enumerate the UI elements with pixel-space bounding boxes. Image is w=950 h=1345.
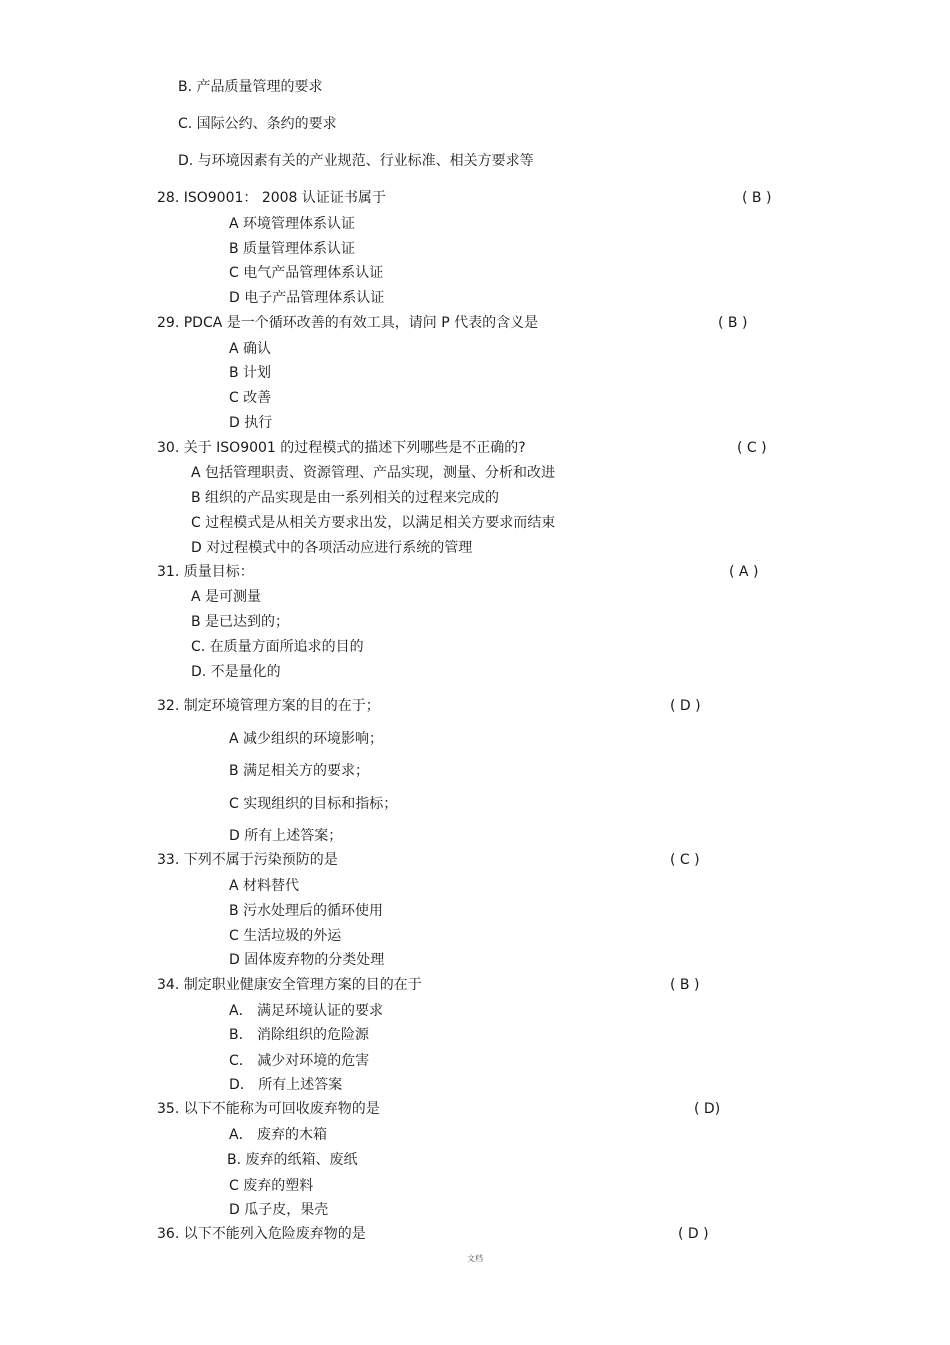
q32-option-a: A 减少组织的环境影响； xyxy=(229,731,384,747)
question-32: 32. 制定环境管理方案的目的在于； xyxy=(157,698,380,714)
q35-option-c: C 废弃的塑料 xyxy=(229,1178,314,1194)
q33-option-c: C 生活垃圾的外运 xyxy=(229,928,342,944)
q35-option-a: A． 废弃的木箱 xyxy=(229,1127,328,1143)
option-d-prev: D. 与环境因素有关的产业规范、行业标准、相关方要求等 xyxy=(178,153,534,169)
q31-option-b: B 是已达到的； xyxy=(191,614,290,630)
question-28: 28. ISO9001： 2008 认证证书属于 xyxy=(157,190,386,206)
q33-option-d: D 固体废弃物的分类处理 xyxy=(229,952,385,968)
q31-option-c: C. 在质量方面所追求的目的 xyxy=(191,639,364,655)
answer-32: ( D ) xyxy=(670,698,701,714)
answer-34: ( B ) xyxy=(670,977,700,993)
q28-option-d: D 电子产品管理体系认证 xyxy=(229,290,385,306)
q35-option-d: D 瓜子皮，果壳 xyxy=(229,1202,329,1218)
q28-option-c: C 电气产品管理体系认证 xyxy=(229,265,384,281)
q34-option-d: D． 所有上述答案 xyxy=(229,1077,343,1093)
answer-33: ( C ) xyxy=(670,852,700,868)
q28-option-b: B 质量管理体系认证 xyxy=(229,241,356,257)
q30-option-d: D 对过程模式中的各项活动应进行系统的管理 xyxy=(191,540,473,556)
q31-option-a: A 是可测量 xyxy=(191,589,262,605)
answer-28: ( B ) xyxy=(742,190,772,206)
q29-option-d: D 执行 xyxy=(229,415,273,431)
q34-option-a: A． 满足环境认证的要求 xyxy=(229,1003,384,1019)
q29-option-a: A 确认 xyxy=(229,341,272,357)
q31-option-d: D. 不是量化的 xyxy=(191,664,281,680)
question-33: 33. 下列不属于污染预防的是 xyxy=(157,852,338,868)
question-36: 36. 以下不能列入危险废弃物的是 xyxy=(157,1226,366,1242)
q30-option-a: A 包括管理职责、资源管理、产品实现，测量、分析和改进 xyxy=(191,465,556,481)
q32-option-c: C 实现组织的目标和指标； xyxy=(229,796,398,812)
q33-option-b: B 污水处理后的循环使用 xyxy=(229,903,384,919)
q34-option-b: B． 消除组织的危险源 xyxy=(229,1027,370,1043)
q35-option-b: B. 废弃的纸箱、废纸 xyxy=(227,1152,358,1168)
q34-option-c: C． 减少对环境的危害 xyxy=(229,1053,370,1069)
q32-option-b: B 满足相关方的要求； xyxy=(229,763,370,779)
q33-option-a: A 材料替代 xyxy=(229,878,300,894)
q32-option-d: D 所有上述答案； xyxy=(229,828,343,844)
answer-36: ( D ) xyxy=(678,1226,709,1242)
answer-35: ( D) xyxy=(694,1101,721,1117)
q29-option-b: B 计划 xyxy=(229,365,272,381)
q28-option-a: A 环境管理体系认证 xyxy=(229,216,356,232)
question-35: 35. 以下不能称为可回收废弃物的是 xyxy=(157,1101,380,1117)
answer-30: ( C ) xyxy=(737,440,767,456)
answer-31: ( A ) xyxy=(729,564,759,580)
option-c-prev: C. 国际公约、条约的要求 xyxy=(178,116,337,132)
option-b-prev: B. 产品质量管理的要求 xyxy=(178,79,323,95)
page-footer: 文档 xyxy=(467,1254,483,1263)
answer-29: ( B ) xyxy=(718,315,748,331)
question-29: 29. PDCA 是一个循环改善的有效工具，请问 P 代表的含义是 xyxy=(157,315,539,331)
q30-option-c: C 过程模式是从相关方要求出发，以满足相关方要求而结束 xyxy=(191,515,556,531)
q29-option-c: C 改善 xyxy=(229,390,272,406)
question-34: 34. 制定职业健康安全管理方案的目的在于 xyxy=(157,977,422,993)
q30-option-b: B 组织的产品实现是由一系列相关的过程来完成的 xyxy=(191,490,500,506)
question-30: 30. 关于 ISO9001 的过程模式的描述下列哪些是不正确的? xyxy=(157,440,526,456)
question-31: 31. 质量目标： xyxy=(157,564,254,580)
